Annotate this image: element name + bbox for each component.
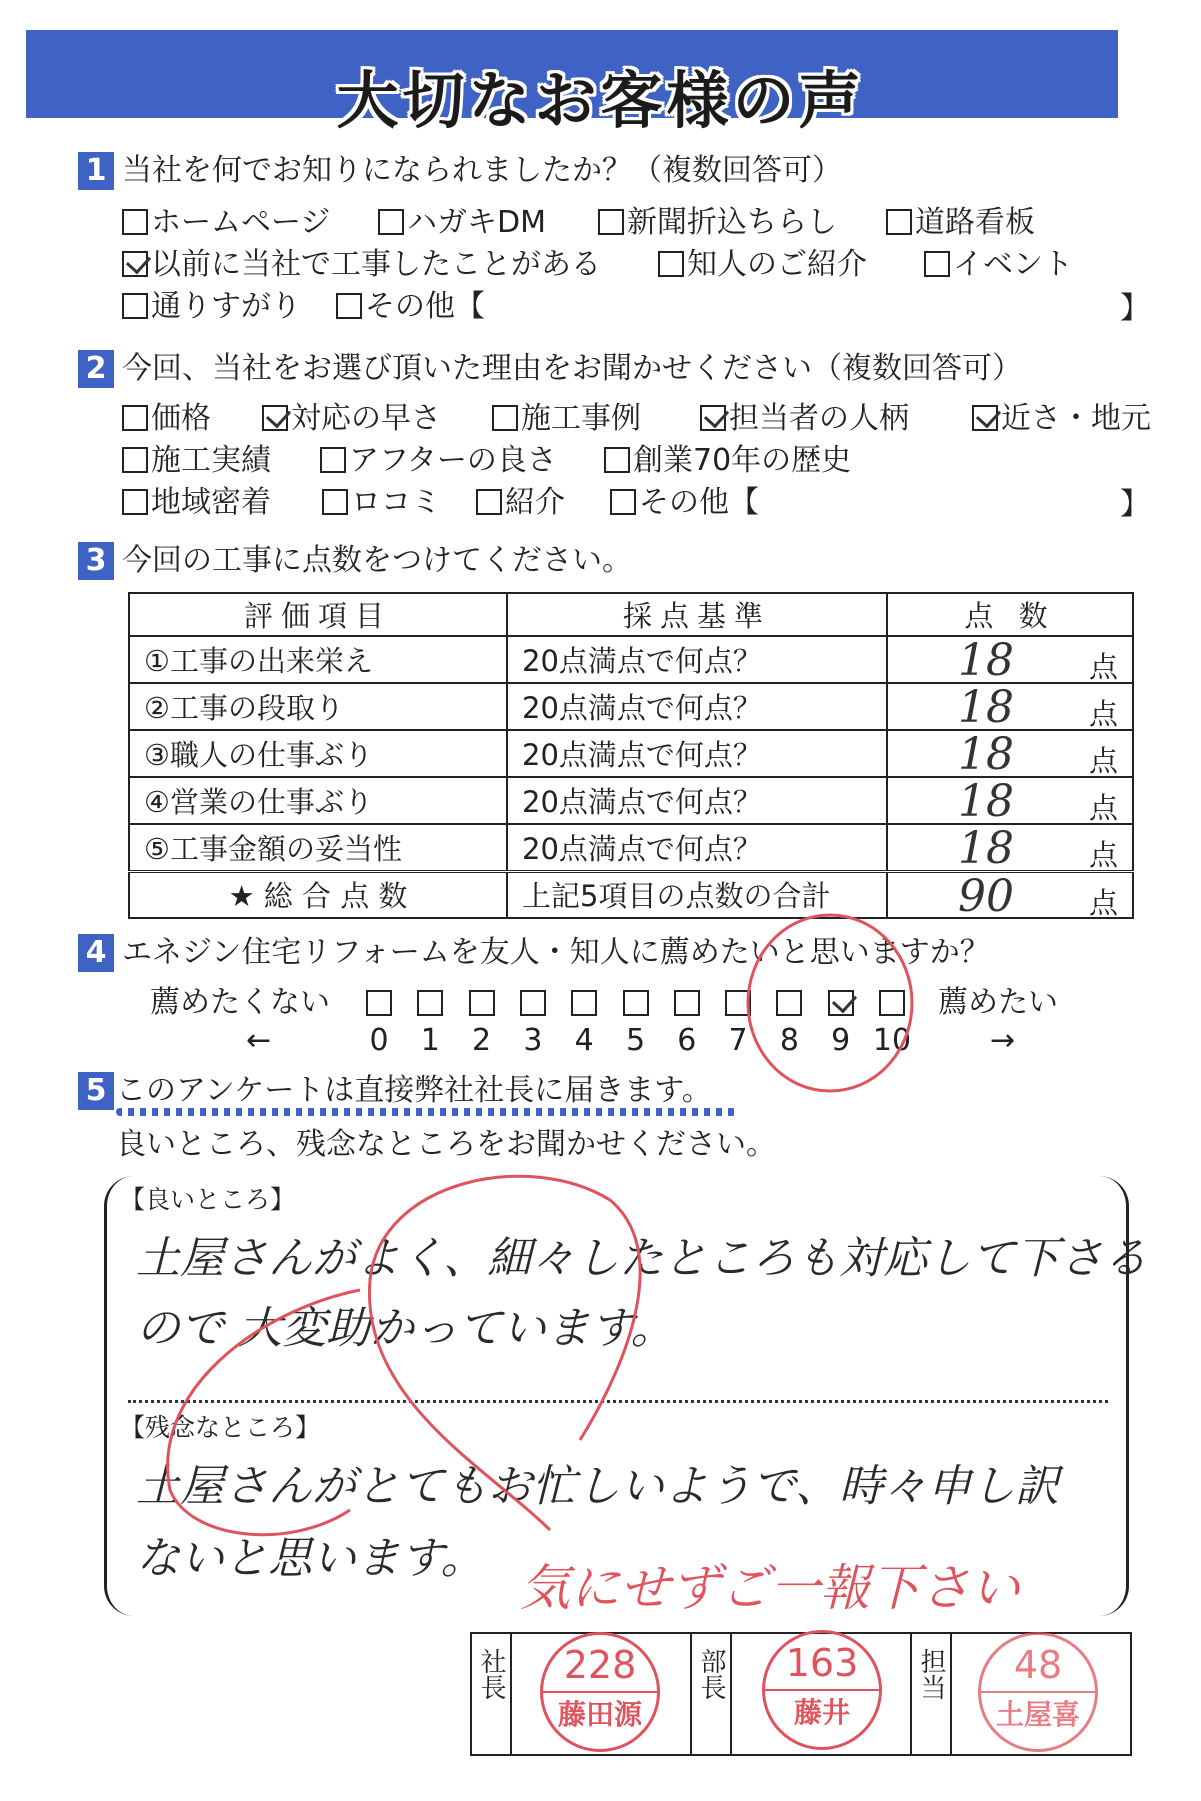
checkbox[interactable] <box>604 447 630 473</box>
scale-number: 0 <box>369 1023 389 1058</box>
row-criteria: 20点満点で何点？ <box>507 824 887 871</box>
checkbox[interactable] <box>476 489 502 515</box>
checkbox[interactable] <box>598 209 624 235</box>
row-item: ④営業の仕事ぶり <box>129 777 507 824</box>
row-score: 18 <box>958 776 1014 827</box>
score-unit: 点 <box>1088 791 1118 825</box>
row-item: ③職人の仕事ぶり <box>129 730 507 777</box>
stamp-president: 228 藤田源 <box>540 1632 660 1752</box>
q5-number: 5 <box>78 1072 114 1110</box>
scale-number: 7 <box>728 1023 748 1058</box>
q1-number: 1 <box>78 152 114 190</box>
q2-option-referral[interactable]: 紹介 <box>476 484 565 522</box>
scale-number: 1 <box>420 1023 440 1058</box>
stamp-staff: 48 土屋喜 <box>978 1632 1098 1752</box>
table-row <box>129 777 1133 824</box>
bad-comment-line-2[interactable]: ないと思います。 <box>136 1533 485 1584</box>
row-score-cell[interactable] <box>887 635 1133 686</box>
q1-option-signboard[interactable]: 道路看板 <box>886 204 1035 242</box>
q2-option-aftercare[interactable]: アフターの良さ <box>320 442 557 480</box>
q1-option-other[interactable]: その他【 <box>336 288 485 326</box>
row-criteria: 20点満点で何点？ <box>507 777 887 824</box>
scale-number: 3 <box>523 1023 543 1058</box>
right-arrow-icon: → <box>990 1023 1016 1058</box>
q1-option-referral[interactable]: 知人のご紹介 <box>658 246 867 284</box>
q2-option-price[interactable]: 価格 <box>122 400 211 438</box>
scale-number: 9 <box>831 1023 851 1058</box>
checkbox[interactable] <box>924 251 950 277</box>
total-criteria: 上記5項目の点数の合計 <box>507 871 887 918</box>
q2-option-quick-response[interactable]: 対応の早さ <box>262 400 441 438</box>
table-header-row <box>129 593 1133 636</box>
checkbox[interactable] <box>122 293 148 319</box>
q4-number: 4 <box>78 934 114 972</box>
scale-number: 2 <box>472 1023 492 1058</box>
stamp-cell <box>732 1634 912 1754</box>
stamp-label-president: 社長 <box>476 1648 506 1700</box>
stamp-label-manager: 部長 <box>696 1648 726 1700</box>
checkbox-checked[interactable] <box>972 405 998 431</box>
row-criteria: 20点満点で何点？ <box>507 636 887 683</box>
reply-note: 気にせずご一報下さい <box>520 1559 1020 1617</box>
scale-checkbox-4[interactable] <box>571 990 597 1016</box>
row-score: 18 <box>958 823 1014 874</box>
table-row <box>129 824 1133 871</box>
table-row <box>129 730 1133 777</box>
q2-close-bracket: 】 <box>1120 487 1150 522</box>
red-heart-annotation <box>110 1140 670 1560</box>
q1-question: 当社を何でお知りになられましたか？（複数回答可） <box>122 153 842 188</box>
row-score: 18 <box>958 729 1014 780</box>
header-score: 点 数 <box>887 593 1133 636</box>
row-score: 18 <box>958 635 1014 686</box>
checkbox[interactable] <box>320 447 346 473</box>
q4-question: エネジン住宅リフォームを友人・知人に薦めたいと思いますか？ <box>122 935 990 970</box>
approval-stamp-box <box>470 1632 1132 1756</box>
row-item: ⑤工事金額の妥当性 <box>129 824 507 871</box>
stamp-label-cell <box>472 1634 512 1754</box>
table-row <box>129 636 1133 683</box>
stamp-label-cell <box>912 1634 952 1754</box>
scale-checkbox-3[interactable] <box>520 990 546 1016</box>
score-unit: 点 <box>1088 697 1118 731</box>
total-score: 90 <box>958 870 1014 922</box>
left-arrow-icon: ← <box>246 1023 272 1058</box>
q1-option-previous-customer[interactable]: 以前に当社で工事したことがある <box>122 246 601 284</box>
table-row <box>129 683 1133 730</box>
scale-checkbox-0[interactable] <box>366 990 392 1016</box>
scale-checkbox-2[interactable] <box>469 990 495 1016</box>
q2-option-staff-personality[interactable]: 担当者の人柄 <box>700 400 909 438</box>
q2-number: 2 <box>78 350 114 388</box>
q2-question: 今回、当社をお選び頂いた理由をお聞かせください（複数回答可） <box>122 351 1022 386</box>
row-item: ②工事の段取り <box>129 683 507 730</box>
stamp-manager: 163 藤井 <box>762 1630 882 1750</box>
row-score-cell[interactable] <box>887 823 1133 874</box>
score-unit: 点 <box>1088 838 1118 872</box>
q2-option-history[interactable]: 創業70年の歴史 <box>604 442 851 480</box>
stamp-label-cell <box>692 1634 732 1754</box>
checkbox[interactable] <box>658 251 684 277</box>
checkbox[interactable] <box>322 489 348 515</box>
q3-number: 3 <box>78 542 114 580</box>
score-unit: 点 <box>1088 885 1118 920</box>
q2-option-word-of-mouth[interactable]: ロコミ <box>322 484 441 522</box>
row-score: 18 <box>958 682 1014 733</box>
checkbox-checked[interactable] <box>262 405 288 431</box>
checkbox[interactable] <box>610 489 636 515</box>
scale-checkbox-6[interactable] <box>674 990 700 1016</box>
row-score-cell[interactable] <box>887 682 1133 733</box>
q2-option-track-record[interactable]: 施工実績 <box>122 442 271 480</box>
scale-left-label: 薦めたくない <box>150 985 330 1020</box>
scale-number: 5 <box>625 1023 646 1058</box>
q1-option-flyer[interactable]: 新聞折込ちらし <box>598 204 837 242</box>
q5-subtext: 良いところ、残念なところをお聞かせください。 <box>116 1127 776 1162</box>
q2-option-community[interactable]: 地域密着 <box>122 484 271 522</box>
wavy-underline <box>116 1108 736 1116</box>
table-total-row <box>129 871 1133 918</box>
checkbox[interactable] <box>122 209 148 235</box>
checkbox-checked[interactable] <box>700 405 726 431</box>
bad-comment-line-1[interactable]: 土屋さんがとてもお忙しいようで、時々申し訳 <box>136 1461 1060 1512</box>
q1-option-event[interactable]: イベント <box>924 246 1073 284</box>
scale-number: 8 <box>779 1023 799 1058</box>
q5-question: このアンケートは直接弊社社長に届きます。 <box>116 1073 712 1108</box>
scale-checkbox-5[interactable] <box>623 990 649 1016</box>
good-comment-line-1[interactable]: 土屋さんがよく、細々したところも対応して下さる <box>136 1233 1148 1284</box>
total-item: ★ 総 合 点 数 <box>129 871 507 918</box>
scale-right-label: 薦めたい <box>938 985 1058 1020</box>
score-unit: 点 <box>1088 650 1118 684</box>
row-criteria: 20点満点で何点？ <box>507 730 887 777</box>
q2-option-other[interactable]: その他【 <box>610 484 759 522</box>
row-score-cell[interactable] <box>887 776 1133 827</box>
header-criteria: 採点基準 <box>507 593 887 636</box>
row-item: ①工事の出来栄え <box>129 636 507 683</box>
checkbox[interactable] <box>122 405 148 431</box>
header-item: 評価項目 <box>129 593 507 636</box>
q3-question: 今回の工事に点数をつけてください。 <box>122 543 632 578</box>
stamp-cell <box>952 1634 1130 1754</box>
q1-option-homepage[interactable]: ホームページ <box>122 204 330 242</box>
stamp-cell <box>512 1634 692 1754</box>
bad-label: 【残念なところ】 <box>120 1413 321 1442</box>
checkbox[interactable] <box>122 489 148 515</box>
checkbox-checked[interactable] <box>122 251 148 277</box>
stamp-label-staff: 担当 <box>916 1648 946 1700</box>
row-criteria: 20点満点で何点？ <box>507 683 887 730</box>
checkbox[interactable] <box>886 209 912 235</box>
q2-option-local[interactable]: 近さ・地元 <box>972 400 1151 438</box>
checkbox[interactable] <box>492 405 518 431</box>
checkbox[interactable] <box>378 209 404 235</box>
good-label: 【良いところ】 <box>120 1185 296 1214</box>
row-score-cell[interactable] <box>887 729 1133 780</box>
page-title: 大切なお客様の声 <box>336 64 865 137</box>
scale-number: 6 <box>677 1023 697 1058</box>
scale-number: 10 <box>872 1023 912 1058</box>
score-table <box>128 592 1134 922</box>
checkbox[interactable] <box>336 293 362 319</box>
q1-close-bracket: 】 <box>1120 291 1150 326</box>
q1-option-passing-by[interactable]: 通りすがり <box>122 288 301 326</box>
scale-number: 4 <box>574 1023 594 1058</box>
red-circle-annotation <box>740 908 920 1098</box>
total-score-cell[interactable] <box>887 870 1133 922</box>
q1-option-postcard[interactable]: ハガキDM <box>378 204 546 242</box>
good-comment-line-2[interactable]: ので 大変助かっています。 <box>136 1303 675 1354</box>
score-unit: 点 <box>1088 744 1118 778</box>
scale-checkbox-1[interactable] <box>417 990 443 1016</box>
q2-option-case-studies[interactable]: 施工事例 <box>492 400 641 438</box>
checkbox[interactable] <box>122 447 148 473</box>
